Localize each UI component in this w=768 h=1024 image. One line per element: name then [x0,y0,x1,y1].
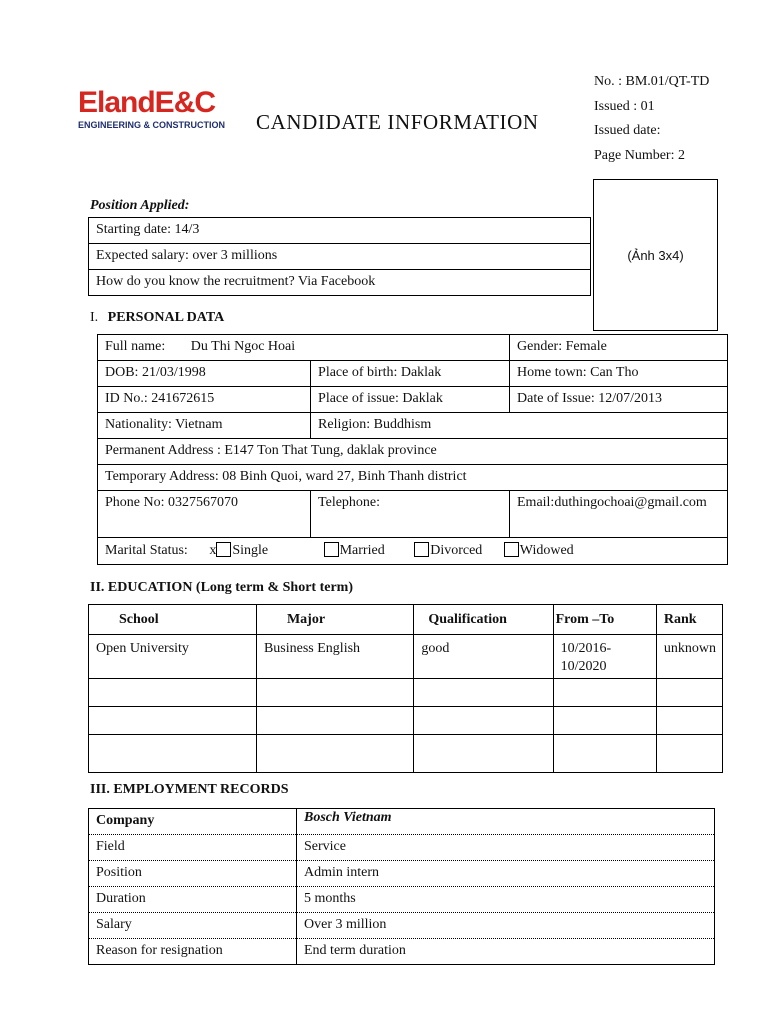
edu-school-cell[interactable] [89,679,257,707]
marital-status-row [98,538,728,565]
marital-divorced-label: Divorced [430,543,483,558]
edu-header-rank: Rank [656,605,722,635]
doc-number: No. : BM.01/QT-TD [594,74,710,89]
checkbox-single[interactable] [216,542,231,557]
edu-qualification-cell[interactable] [414,679,553,707]
edu-header-from-to: From –To [553,605,656,635]
personal-heading-number: I. [90,310,99,325]
position-table [88,217,591,296]
marital-option-widowed[interactable] [504,538,574,564]
marital-option-divorced[interactable] [414,538,482,564]
edu-school-cell[interactable] [89,707,257,735]
edu-qualification-cell[interactable]: good [414,635,553,679]
home-town-field[interactable]: Home town: Can Tho [510,361,728,387]
edu-qualification-cell[interactable] [414,735,553,773]
edu-from-to-cell[interactable] [553,735,656,773]
checkbox-widowed[interactable] [504,542,519,557]
full-name-value: Du Thi Ngoc Hoai [190,339,296,354]
date-of-issue-field[interactable]: Date of Issue: 12/07/2013 [510,387,728,413]
nationality-field[interactable]: Nationality: Vietnam [98,413,311,439]
photo-box[interactable] [593,179,718,331]
table-row [89,735,723,773]
company-value[interactable]: Bosch Vietnam [297,809,715,835]
position-value[interactable]: Admin intern [297,861,715,887]
education-table [88,604,723,773]
document-meta [594,70,709,168]
company-label: Company [89,809,297,835]
marital-status-label: Marital Status: [105,543,188,558]
dob-field[interactable]: DOB: 21/03/1998 [98,361,311,387]
position-applied-label: Position Applied: [90,198,190,213]
photo-label: (Ảnh 3x4) [627,247,684,263]
marital-option-single[interactable] [209,538,268,564]
table-row [89,809,715,835]
marital-single-label: Single [232,543,269,558]
field-label: Field [89,835,297,861]
telephone-field[interactable]: Telephone: [311,491,510,538]
permanent-address-field[interactable]: Permanent Address : E147 Ton That Tung, daklak province [98,439,728,465]
email-field[interactable]: Email:duthingochoai@gmail.com [510,491,728,538]
reason-label: Reason for resignation [89,939,297,965]
table-row [89,679,723,707]
doc-issued-date: Issued date: [594,123,661,138]
table-row [89,707,723,735]
edu-header-major: Major [256,605,413,635]
duration-label: Duration [89,887,297,913]
table-row [89,861,715,887]
logo-tagline: ENGINEERING & CONSTRUCTION [78,120,226,130]
edu-rank-cell[interactable] [656,735,722,773]
personal-data-table [97,334,728,565]
logo-wordmark: ElandE&C [78,86,216,119]
starting-date-field[interactable]: Starting date: 14/3 [89,218,591,244]
reason-value[interactable]: End term duration [297,939,715,965]
edu-rank-cell[interactable] [656,679,722,707]
edu-header-qualification: Qualification [414,605,553,635]
table-row [89,939,715,965]
personal-heading-text: PERSONAL DATA [107,310,225,325]
checkbox-divorced[interactable] [414,542,429,557]
edu-school-cell[interactable] [89,735,257,773]
page-title: CANDIDATE INFORMATION [256,110,539,134]
edu-from-to-cell[interactable]: 10/2016- 10/2020 [553,635,656,679]
edu-school-cell[interactable]: Open University [89,635,257,679]
marital-option-married[interactable] [324,538,385,564]
edu-rank-cell[interactable]: unknown [656,635,722,679]
edu-major-cell[interactable] [256,679,413,707]
recruitment-source-field[interactable]: How do you know the recruitment? Via Facebook [89,270,591,296]
edu-from-to-cell[interactable] [553,679,656,707]
table-row [89,913,715,939]
doc-issued: Issued : 01 [594,98,655,114]
edu-from-to-cell[interactable] [553,707,656,735]
personal-data-heading [90,310,224,326]
education-heading: II. EDUCATION (Long term & Short term) [90,580,353,595]
expected-salary-field[interactable]: Expected salary: over 3 millions [89,244,591,270]
full-name-field[interactable] [98,335,510,361]
place-of-birth-field[interactable]: Place of birth: Daklak [311,361,510,387]
temporary-address-field[interactable]: Temporary Address: 08 Binh Quoi, ward 27, Binh Thanh district [98,465,728,491]
edu-major-cell[interactable]: Business English [256,635,413,679]
edu-rank-cell[interactable] [656,707,722,735]
edu-qualification-cell[interactable] [414,707,553,735]
gender-field[interactable]: Gender: Female [510,335,728,361]
doc-page-number: Page Number: 2 [594,147,685,163]
checkbox-married[interactable] [324,542,339,557]
marital-married-label: Married [339,543,385,558]
table-row [89,635,723,679]
edu-header-school: School [89,605,257,635]
employment-table [88,808,715,965]
marital-widowed-label: Widowed [519,543,574,558]
marital-mark: x [209,543,217,558]
company-logo [78,88,228,138]
salary-value[interactable]: Over 3 million [297,913,715,939]
duration-value[interactable]: 5 months [297,887,715,913]
position-label: Position [89,861,297,887]
field-value[interactable]: Service [297,835,715,861]
phone-field[interactable]: Phone No: 0327567070 [98,491,311,538]
table-row [89,887,715,913]
salary-label: Salary [89,913,297,939]
full-name-label: Full name: [105,339,166,354]
id-no-field[interactable]: ID No.: 241672615 [98,387,311,413]
place-of-issue-field[interactable]: Place of issue: Daklak [311,387,510,413]
table-row [89,835,715,861]
edu-major-cell[interactable] [256,735,413,773]
edu-major-cell[interactable] [256,707,413,735]
employment-heading: III. EMPLOYMENT RECORDS [90,782,289,797]
religion-field[interactable]: Religion: Buddhism [311,413,728,439]
